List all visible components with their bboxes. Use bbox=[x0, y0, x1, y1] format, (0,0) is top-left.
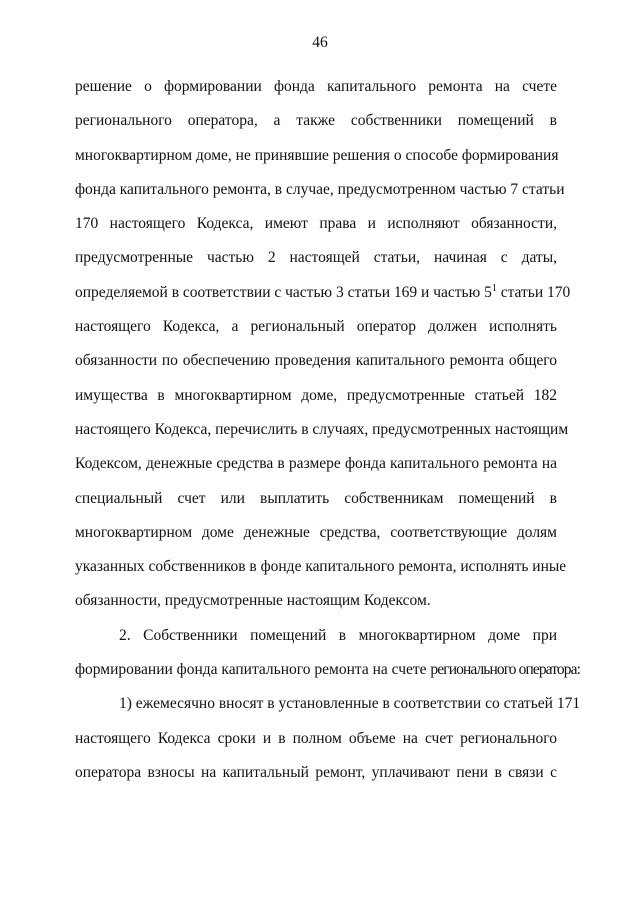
text-line: настоящего Кодекса, а региональный оператор должен исполнять bbox=[75, 318, 557, 336]
text-line: 2. Собственники помещений в многоквартирном доме при bbox=[119, 626, 557, 644]
text-line: обязанности, предусмотренные настоящим Кодексом. bbox=[75, 592, 431, 610]
page-number: 46 bbox=[312, 34, 328, 51]
text-line bbox=[75, 276, 571, 310]
text-segment-condensed: регионального оператора: bbox=[430, 661, 581, 679]
text-line: 170 настоящего Кодекса, имеют права и исполняют обязанности, bbox=[75, 215, 557, 233]
text-line: Кодексом, денежные средства в размере фонда капитального ремонта на bbox=[75, 455, 557, 473]
text-line: решение о формировании фонда капитального ремонта на счете bbox=[75, 78, 557, 95]
text-line: настоящего Кодекса, перечислить в случаях, предусмотренных настоящим bbox=[75, 420, 569, 438]
text-line: 1) ежемесячно вносят в установленные в соответствии со статьей 171 bbox=[119, 695, 581, 713]
text-line: многоквартирном доме, не принявшие решения о способе формирования bbox=[75, 146, 559, 164]
text-line: имущества в многоквартирном доме, предусмотренные статьей 182 bbox=[75, 386, 557, 404]
document-body bbox=[75, 70, 581, 790]
text-line: фонда капитального ремонта, в случае, предусмотренном частью 7 статьи bbox=[75, 180, 565, 198]
text-segment: формировании фонда капитального ремонта на счете bbox=[75, 661, 431, 679]
text-line: специальный счет или выплатить собственникам помещений в bbox=[75, 489, 557, 507]
text-line: многоквартирном доме денежные средства, соответствующие долям bbox=[75, 523, 557, 541]
text-line: обязанности по обеспечению проведения капитального ремонта общего bbox=[75, 352, 557, 370]
text-line: настоящего Кодекса сроки и в полном объеме на счет регионального bbox=[75, 729, 557, 747]
superscript: 1 bbox=[491, 282, 497, 294]
text-line: регионального оператора, а также собственники помещений в bbox=[75, 112, 557, 130]
text-segment: определяемой в соответствии с частью 3 статьи 169 и частью 5 bbox=[75, 283, 492, 301]
text-line: указанных собственников в фонде капитального ремонта, исполнять иные bbox=[75, 558, 567, 576]
text-line: оператора взносы на капитальный ремонт, уплачивают пени в связи с bbox=[75, 763, 557, 781]
text-segment: статьи 170 bbox=[496, 283, 571, 301]
text-line: предусмотренные частью 2 настоящей статьи, начиная с даты, bbox=[75, 249, 557, 267]
text-line bbox=[75, 653, 581, 687]
